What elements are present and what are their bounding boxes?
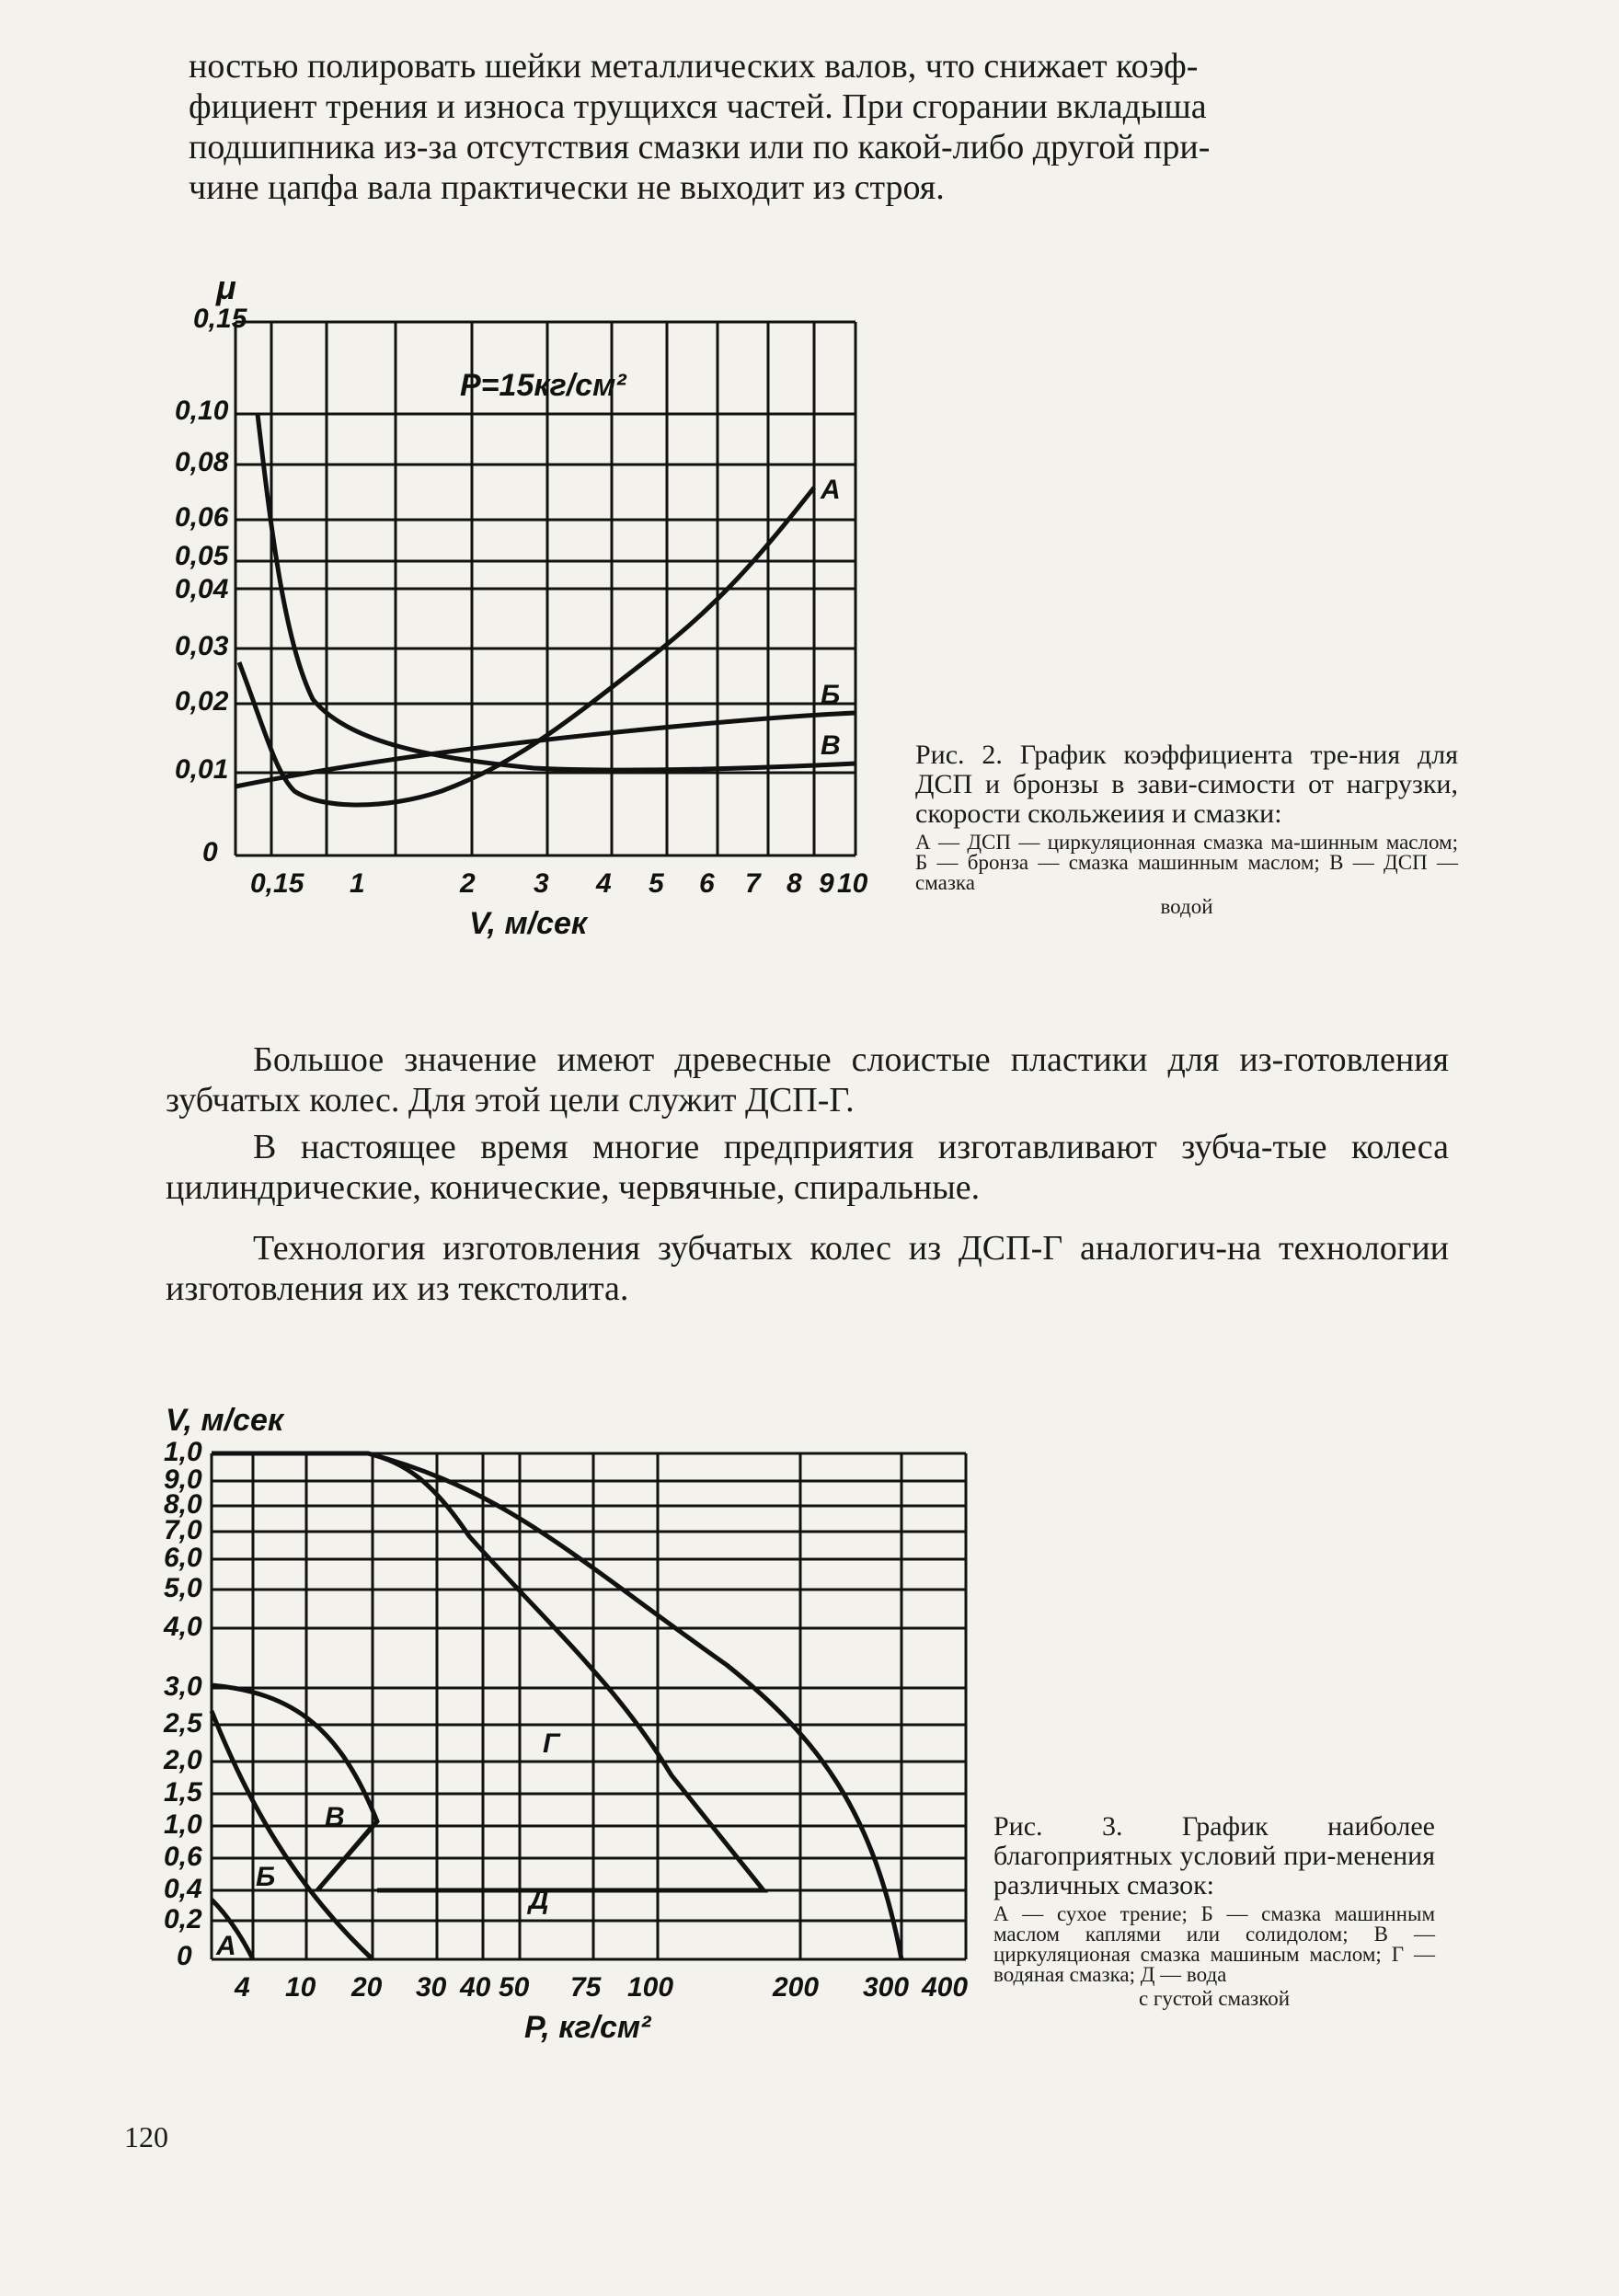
x-axis-label: V, м/сек — [469, 906, 588, 941]
chart-title: P=15кг/см² — [460, 368, 626, 403]
x-tick: 3 — [534, 868, 549, 899]
x-tick: 400 — [922, 1972, 969, 2003]
y-axis-label: μ — [216, 269, 236, 306]
intro-line: фициент трения и износа трущихся частей. При сгорании вкладыша — [189, 87, 1207, 126]
x-tick: 10 — [837, 868, 868, 899]
x-tick: 9 — [819, 868, 834, 899]
x-tick: 30 — [416, 1972, 447, 2003]
x-tick: 300 — [863, 1972, 910, 2003]
curve-B — [235, 713, 855, 786]
paragraph: Технология изготовления зубчатых колес из ДСП-Г аналогич-на технологии изготовления их из текстолита. — [166, 1229, 1449, 1308]
y-tick: 1,0 — [164, 1809, 202, 1840]
curve-D — [368, 1453, 901, 1959]
y-tick: 0,06 — [175, 502, 229, 533]
y-axis-label: V, м/сек — [166, 1403, 284, 1438]
y-tick: 0 — [177, 1941, 192, 1971]
y-tick: 1,5 — [164, 1777, 202, 1808]
x-tick: 10 — [285, 1972, 316, 2003]
y-tick: 0,02 — [175, 686, 229, 717]
x-tick: 20 — [351, 1972, 383, 2003]
x-tick: 6 — [699, 868, 715, 899]
x-axis-label: P, кг/см² — [524, 2010, 651, 2045]
x-tick: 2 — [460, 868, 476, 899]
y-tick: 9,0 — [164, 1464, 202, 1495]
y-tick: 3,0 — [164, 1671, 202, 1702]
y-tick: 1,0 — [164, 1437, 202, 1467]
y-tick: 4,0 — [164, 1612, 202, 1642]
y-tick: 8,0 — [164, 1489, 202, 1520]
x-tick: 1 — [350, 868, 365, 899]
region-label-B: Б — [256, 1862, 276, 1892]
y-tick: 0,05 — [175, 541, 229, 571]
curve-label-V: В — [821, 730, 841, 761]
y-tick: 0,4 — [164, 1874, 202, 1904]
y-tick: 2,5 — [164, 1708, 202, 1739]
x-tick: 4 — [596, 868, 612, 899]
region-label-V: В — [325, 1802, 345, 1832]
figure2-caption-legend: А — ДСП — циркуляционная смазка ма-шинным маслом; Б — бронза — смазка машинным маслом; В — ДСП — смазка — [915, 831, 1458, 894]
intro-line: ностью полировать шейки металлических валов, что снижает коэф- — [189, 47, 1199, 86]
figure2-caption-title: Рис. 2. График коэффициента тре-ния для ДСП и бронзы в зави-симости от нагрузки, скорости скольжеиия и смазки: — [915, 740, 1458, 829]
x-tick: 200 — [773, 1972, 820, 2003]
x-tick: 8 — [787, 868, 802, 899]
figure3-caption-legend-end: с густой смазкой — [1138, 1987, 1291, 2010]
y-tick: 0,04 — [175, 574, 229, 604]
curve-V — [212, 1685, 377, 1890]
region-label-D: Д — [529, 1885, 549, 1915]
y-tick: 2,0 — [164, 1745, 202, 1775]
x-tick: 7 — [745, 868, 761, 899]
figure3-chart — [156, 1389, 1003, 2070]
y-tick: 0,10 — [175, 396, 229, 426]
curve-label-B: Б — [821, 680, 841, 710]
region-label-G: Г — [543, 1728, 560, 1759]
x-tick: 40 — [460, 1972, 491, 2003]
x-tick: 100 — [627, 1972, 674, 2003]
y-tick: 0,6 — [164, 1842, 202, 1872]
x-tick: 75 — [570, 1972, 602, 2003]
x-tick: 5 — [649, 868, 664, 899]
page-number: 120 — [124, 2120, 168, 2153]
intro-line: чине цапфа вала практически не выходит из строя. — [189, 168, 945, 207]
y-tick: 0,2 — [164, 1904, 202, 1934]
y-tick: 5,0 — [164, 1573, 202, 1603]
figure3-caption — [993, 1812, 1435, 2009]
figure2-caption — [915, 740, 1458, 917]
y-tick: 0,15 — [193, 304, 247, 334]
x-tick: 50 — [499, 1972, 530, 2003]
region-label-A: А — [216, 1931, 236, 1961]
intro-line: подшипника из-за отсутствия смазки или по какой-либо другой при- — [189, 128, 1211, 166]
x-tick: 4 — [235, 1972, 250, 2003]
paragraph: В настоящее время многие предприятия изготавливают зубча-тые колеса цилиндрические, конические, червячные, спиральные. — [166, 1128, 1449, 1207]
intro-paragraph — [189, 46, 1458, 208]
figure2-chart — [166, 258, 901, 957]
figure3-caption-legend: А — сухое трение; Б — смазка машинным маслом каплями или солидолом; В — циркуляционая смазка машиным маслом; Г — водяная смазка; Д — вода — [993, 1902, 1435, 1986]
y-tick: 0,03 — [175, 631, 229, 661]
y-tick: 0,08 — [175, 447, 229, 477]
paragraph: Большое значение имеют древесные слоистые пластики для из-готовления зубчатых колес. Для этой цели служит ДСП-Г. — [166, 1040, 1449, 1119]
figure2-caption-legend-end: водой — [1160, 895, 1213, 918]
y-tick: 0,01 — [175, 754, 229, 785]
curve-label-A: А — [821, 475, 841, 505]
y-tick: 6,0 — [164, 1543, 202, 1573]
y-tick: 7,0 — [164, 1515, 202, 1545]
y-tick: 0 — [202, 837, 218, 867]
figure3-caption-title: Рис. 3. График наиболее благоприятных условий при-менения различных смазок: — [993, 1811, 1435, 1900]
x-tick: 0,15 — [250, 868, 304, 899]
